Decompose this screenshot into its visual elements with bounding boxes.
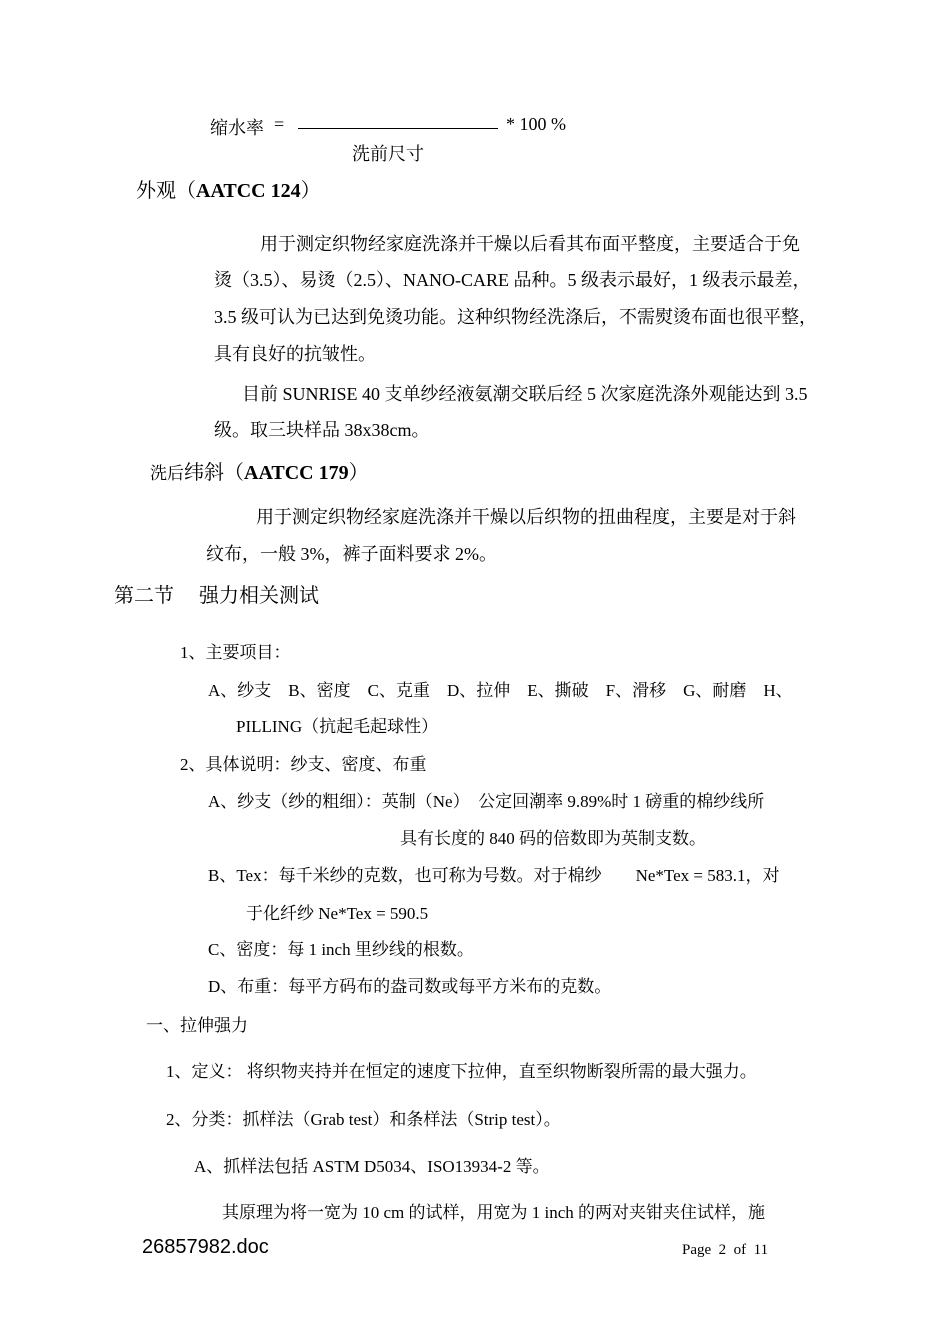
tensile-line: A、抓样法包括 ASTM D5034、ISO13934-2 等。 bbox=[194, 1157, 550, 1176]
heading-skew-code: AATCC 179 bbox=[244, 462, 349, 484]
section2-line: 具有长度的 840 码的倍数即为英制支数。 bbox=[400, 829, 706, 848]
tensile-line: 1、定义： 将织物夹持并在恒定的速度下拉伸，直至织物断裂所需的最大强力。 bbox=[166, 1062, 757, 1081]
footer-filename: 26857982.doc bbox=[142, 1236, 269, 1258]
tensile-line: 其原理为将一宽为 10 cm 的试样，用宽为 1 inch 的两对夹钳夹住试样，施 bbox=[222, 1203, 766, 1222]
section2-line: D、布重：每平方码布的盎司数或每平方米布的克数。 bbox=[208, 977, 612, 996]
heading-skew-prefix: 纬斜（ bbox=[184, 462, 244, 484]
section2-line: A、纱支（纱的粗细）：英制（Ne） 公定回潮率 9.89%时 1 磅重的棉纱线所 bbox=[208, 792, 765, 811]
footer-page-of: of bbox=[733, 1242, 747, 1258]
section2-line: C、密度：每 1 inch 里纱线的根数。 bbox=[208, 940, 474, 959]
formula-equals: = bbox=[274, 114, 285, 134]
heading-appearance-prefix: 外观（ bbox=[136, 180, 196, 202]
heading-skew-suffix: ） bbox=[348, 462, 369, 484]
footer-page-total: 11 bbox=[753, 1242, 769, 1258]
footer-page-current: 2 bbox=[718, 1242, 727, 1258]
appearance-line: 目前 SUNRISE 40 支单纱经液氨潮交联后经 5 次家庭洗涤外观能达到 3.5 bbox=[242, 384, 808, 404]
tensile-heading: 一、拉伸强力 bbox=[146, 1016, 248, 1035]
section2-line: 1、主要项目： bbox=[180, 643, 291, 662]
appearance-line: 3.5 级可认为已达到免烫功能。这种织物经洗涤后，不需熨烫布面也很平整， bbox=[214, 307, 817, 327]
formula-lhs: 缩水率 bbox=[210, 118, 264, 138]
appearance-line: 具有良好的抗皱性。 bbox=[214, 344, 376, 364]
section2-line: 2、具体说明：纱支、密度、布重 bbox=[180, 755, 427, 774]
heading-skew bbox=[150, 456, 369, 485]
appearance-line: 级。取三块样品 38x38cm。 bbox=[214, 420, 430, 440]
section2-line: A、纱支 B、密度 C、克重 D、拉伸 E、撕破 F、滑移 G、耐磨 H、 bbox=[208, 681, 793, 700]
footer-page-number bbox=[682, 1242, 768, 1259]
heading-appearance-suffix: ） bbox=[300, 180, 321, 202]
appearance-line: 烫（3.5）、易烫（2.5）、NANO-CARE 品种。5 级表示最好，1 级表示最差， bbox=[214, 270, 811, 290]
footer-page-label: Page bbox=[682, 1242, 712, 1258]
formula-multiplier: * 100 % bbox=[506, 114, 566, 134]
fraction-bar bbox=[298, 128, 498, 129]
formula-denominator: 洗前尺寸 bbox=[352, 144, 424, 164]
section2-line: 于化纤纱 Ne*Tex = 590.5 bbox=[246, 904, 429, 923]
skew-line: 纹布，一般 3%，裤子面料要求 2%。 bbox=[206, 544, 497, 564]
heading-appearance-code: AATCC 124 bbox=[196, 180, 301, 202]
skew-line: 用于测定织物经家庭洗涤并干燥以后织物的扭曲程度，主要是对于斜 bbox=[256, 507, 796, 527]
section2-line: PILLING（抗起毛起球性） bbox=[236, 717, 439, 736]
heading-skew-small: 洗后 bbox=[150, 464, 184, 483]
section-heading: 第二节 强力相关测试 bbox=[114, 585, 319, 607]
appearance-line: 用于测定织物经家庭洗涤并干燥以后看其布面平整度，主要适合于免 bbox=[260, 234, 800, 254]
section2-line: B、Tex：每千米纱的克数，也可称为号数。对于棉纱 Ne*Tex = 583.1，对 bbox=[208, 866, 780, 885]
heading-appearance bbox=[136, 174, 321, 203]
tensile-line: 2、分类：抓样法（Grab test）和条样法（Strip test）。 bbox=[166, 1110, 561, 1129]
